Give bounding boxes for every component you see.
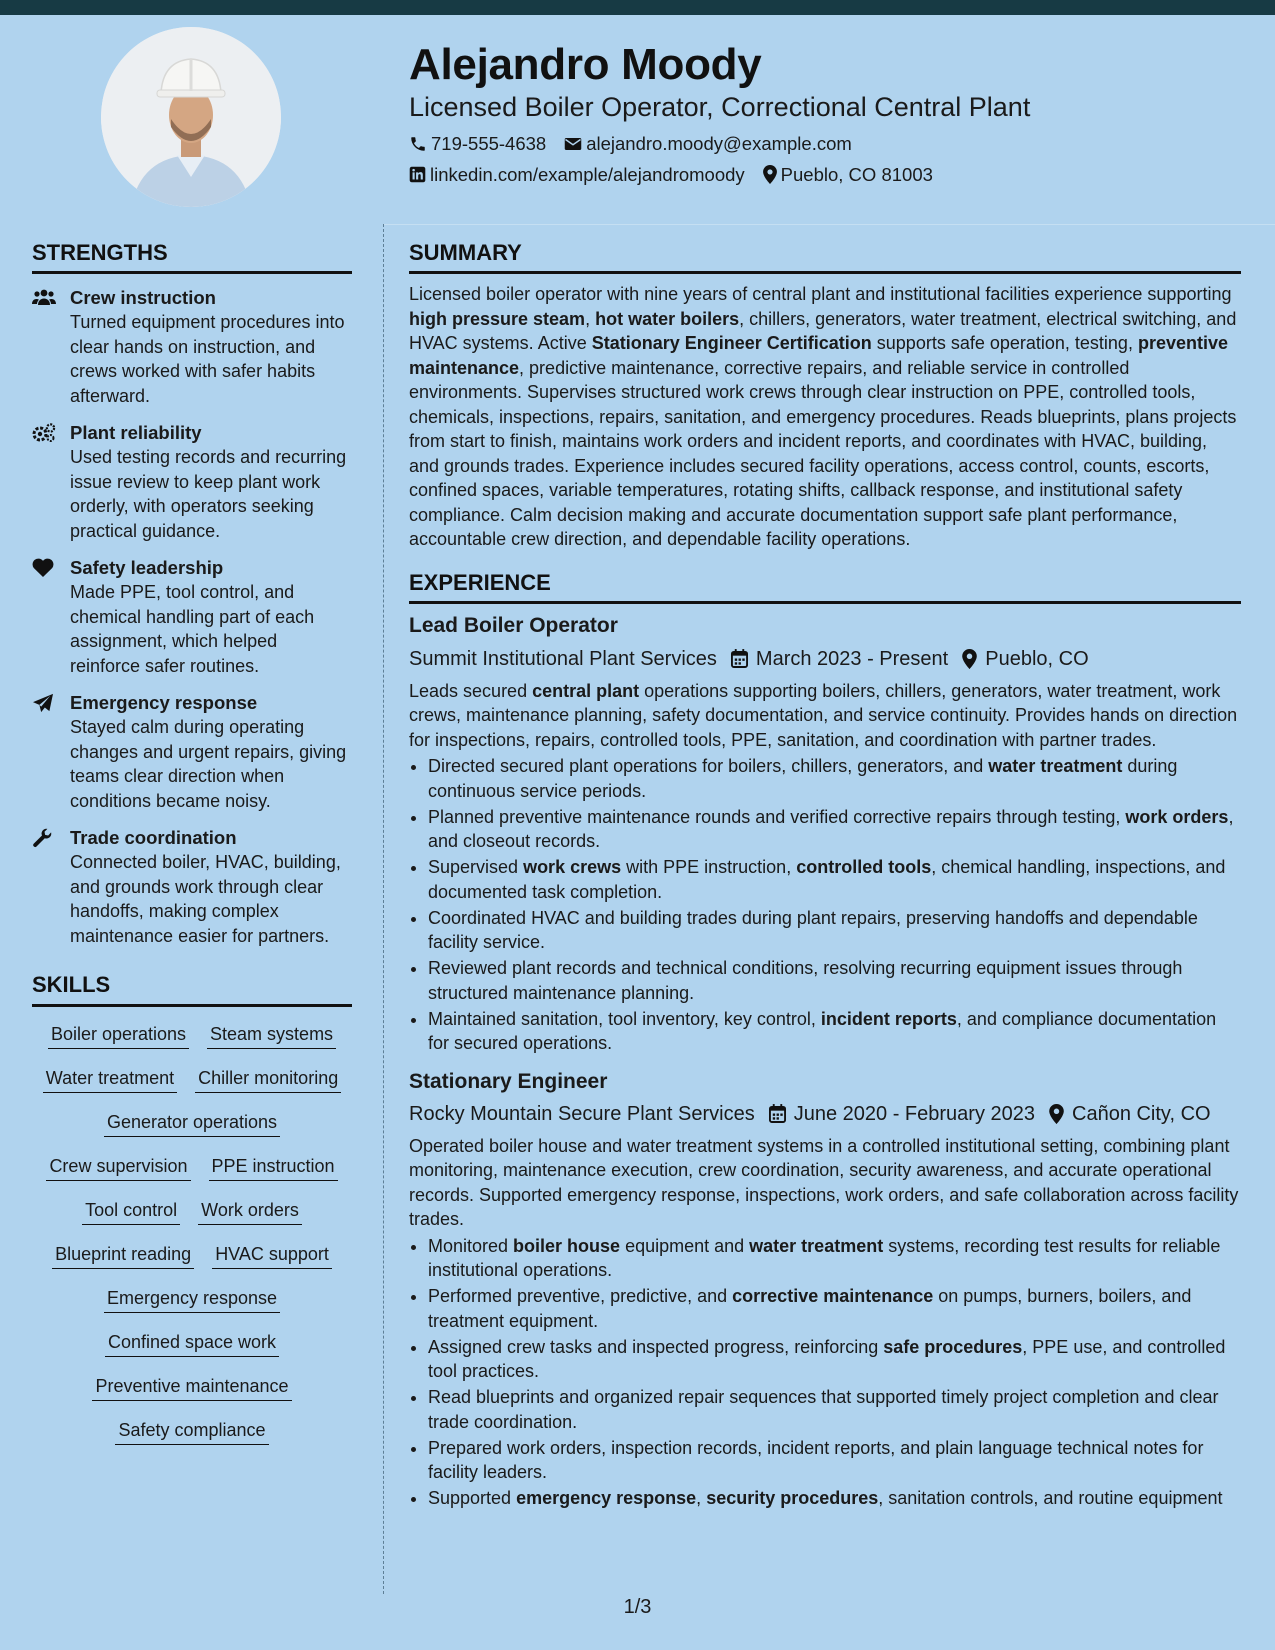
job-dates-item	[731, 646, 948, 672]
strength-title: Safety leadership	[70, 557, 224, 579]
strength-item	[32, 556, 352, 678]
phone-item	[409, 132, 546, 156]
bold-keyword: boiler house	[513, 1235, 621, 1256]
map-pin-icon	[1049, 1104, 1064, 1124]
location-text: Pueblo, CO 81003	[780, 163, 933, 185]
job-bullet: • Supported emergency response, security procedures, sanitation controls, and routine equipment	[428, 1486, 1241, 1511]
column-divider	[383, 224, 384, 1594]
strength-title: Plant reliability	[70, 422, 202, 444]
job-description: Operated boiler house and water treatment systems in a controlled institutional setting, combining plant monitoring, maintenance execution, crew coordination, security awareness, and accurate operational records. Supported emergency response, inspections, work orders, and safe collaboration across facility trades.	[409, 1135, 1239, 1230]
strengths-list	[32, 286, 352, 948]
bold-keyword: central plant	[532, 680, 640, 701]
summary-text: Licensed boiler operator with nine years of central plant and institutional facilities experience supporting high pressure steam, hot water boilers, chillers, generators, water treatment, electrical switching, and HVAC systems. Active Stationary Engineer Certification supports safe operation, testing, preventive maintenance, predictive maintenance, corrective repairs, and reliable service in controlled environments. Supervises structured work crews through clear instruction on PPE, controlled tools, chemicals, inspections, repairs, sanitation, and emergency procedures. Reads blueprints, plans projects from start to finish, maintains work orders and incident reports, and coordinates with HVAC, building, and grounds trades. Experience includes secured facility operations, access control, counts, escorts, confined spaces, variable temperatures, rotating shifts, callback response, and institutional safety compliance. Calm decision making and accurate documentation support safe plant performance, accountable crew direction, and dependable facility operations.	[409, 284, 1237, 550]
strength-item	[32, 286, 352, 408]
strength-desc: Turned equipment procedures into clear hands on instruction, and crews worked with safer habits afterward.	[70, 312, 345, 406]
job-dates-item	[769, 1101, 1035, 1127]
job-company: Rocky Mountain Secure Plant Services	[409, 1102, 755, 1125]
bold-keyword: safe procedures	[883, 1336, 1023, 1357]
bold-keyword: emergency response	[516, 1488, 697, 1509]
skill-row	[46, 1155, 337, 1181]
strengths-heading: STRENGTHS	[32, 240, 352, 274]
bold-keyword: preventive maintenance	[409, 333, 1228, 378]
job-location: Cañon City, CO	[1072, 1102, 1211, 1125]
experience-heading: EXPERIENCE	[409, 570, 1241, 604]
strength-desc: Connected boiler, HVAC, building, and grounds work through clear handoffs, making complex maintenance easier for partners.	[70, 852, 341, 946]
resume-header	[409, 40, 1249, 187]
skill-tag: Chiller monitoring	[195, 1067, 341, 1093]
job-bullet: • Directed secured plant operations for boilers, chillers, generators, and water treatment during continuous service periods.	[428, 754, 1241, 803]
skill-tag: Generator operations	[104, 1111, 280, 1137]
strength-item	[32, 826, 352, 948]
bold-keyword: controlled tools	[796, 857, 932, 878]
linkedin-icon	[409, 166, 426, 183]
job-dates: June 2020 - February 2023	[793, 1102, 1035, 1125]
job-bullet: • Maintained sanitation, tool inventory, key control, incident reports, and compliance documentation for secured operations.	[428, 1007, 1241, 1056]
skill-tag: Emergency response	[104, 1287, 280, 1313]
job-bullet: • Read blueprints and organized repair sequences that supported timely project completion and clear trade coordination.	[428, 1385, 1241, 1434]
bold-keyword: work orders	[1125, 806, 1229, 827]
candidate-name: Alejandro Moody	[409, 40, 762, 89]
job-role: Stationary Engineer	[409, 1069, 608, 1093]
skill-tag: Steam systems	[207, 1023, 336, 1049]
bold-keyword: high pressure steam	[409, 308, 586, 329]
skill-tag: Work orders	[198, 1199, 302, 1225]
job-company: Summit Institutional Plant Services	[409, 647, 717, 670]
phone-number: 719-555-4638	[431, 132, 547, 154]
envelope-icon	[564, 136, 582, 152]
skill-row	[92, 1375, 291, 1401]
skill-tag: PPE instruction	[209, 1155, 338, 1181]
calendar-icon	[769, 1104, 786, 1123]
skills-list	[32, 1023, 352, 1463]
skill-row	[104, 1287, 280, 1313]
strength-title: Trade coordination	[70, 827, 237, 849]
bold-keyword: work crews	[523, 857, 622, 878]
job-meta	[409, 646, 1241, 672]
linkedin-item[interactable]	[409, 163, 745, 187]
top-accent-bar	[0, 0, 1275, 15]
strength-title: Crew instruction	[70, 287, 216, 309]
job-bullets	[409, 754, 1241, 1056]
bold-keyword: hot water boilers	[595, 308, 740, 329]
skill-tag: Crew supervision	[46, 1155, 190, 1181]
summary-heading: SUMMARY	[409, 240, 1241, 274]
contact-row-2	[409, 163, 1249, 187]
header-divider	[384, 224, 1275, 225]
skill-row	[104, 1111, 280, 1137]
skill-tag: HVAC support	[212, 1243, 332, 1269]
skill-row	[82, 1199, 302, 1225]
job-location: Pueblo, CO	[985, 647, 1089, 670]
strength-desc: Used testing records and recurring issue review to keep plant work orderly, with operators seeking practical guidance.	[70, 447, 347, 541]
skill-row	[43, 1067, 341, 1093]
email-item[interactable]	[564, 132, 852, 156]
heart-icon	[32, 558, 54, 577]
map-pin-icon	[962, 649, 977, 669]
strength-item	[32, 421, 352, 543]
job-role: Lead Boiler Operator	[409, 614, 618, 638]
strength-item	[32, 691, 352, 813]
bold-keyword: water treatment	[988, 756, 1123, 777]
skill-tag: Blueprint reading	[52, 1243, 194, 1269]
skill-row	[52, 1243, 332, 1269]
job-bullet: • Supervised work crews with PPE instruction, controlled tools, chemical handling, inspections, and documented task completion.	[428, 855, 1241, 904]
wrench-icon	[32, 828, 53, 849]
candidate-title: Licensed Boiler Operator, Correctional Central Plant	[409, 92, 1031, 123]
job-bullet: • Coordinated HVAC and building trades during plant repairs, preserving handoffs and dependable facility service.	[428, 906, 1241, 955]
bold-keyword: security procedures	[706, 1488, 879, 1509]
job-meta	[409, 1101, 1241, 1127]
skill-tag: Tool control	[82, 1199, 180, 1225]
calendar-icon	[731, 649, 748, 668]
bold-keyword: corrective maintenance	[732, 1286, 934, 1307]
skill-tag: Preventive maintenance	[92, 1375, 291, 1401]
job-bullet: • Monitored boiler house equipment and water treatment systems, recording test results for reliable institutional operations.	[428, 1234, 1241, 1283]
job-bullets	[409, 1234, 1241, 1511]
email-link[interactable]: alejandro.moody@example.com	[586, 132, 852, 154]
strength-desc: Stayed calm during operating changes and urgent repairs, giving teams clear direction when conditions became noisy.	[70, 717, 347, 811]
job-dates: March 2023 - Present	[755, 647, 949, 670]
strength-title: Emergency response	[70, 692, 258, 714]
linkedin-link[interactable]: linkedin.com/example/alejandromoody	[430, 163, 745, 185]
gears-icon	[32, 423, 56, 443]
job-bullet: • Performed preventive, predictive, and corrective maintenance on pumps, burners, boilers, and treatment equipment.	[428, 1284, 1241, 1333]
skill-tag: Confined space work	[105, 1331, 279, 1357]
profile-photo	[101, 27, 281, 207]
bold-keyword: Stationary Engineer Certification	[591, 333, 872, 354]
job-entry	[409, 612, 1241, 1055]
job-bullet: • Prepared work orders, inspection records, incident reports, and plain language technical notes for facility leaders.	[428, 1436, 1241, 1485]
job-location-item	[1049, 1101, 1211, 1127]
job-bullet: • Planned preventive maintenance rounds and verified corrective repairs through testing, work orders, and closeout records.	[428, 805, 1241, 854]
map-pin-icon	[763, 165, 777, 184]
left-column	[32, 240, 352, 1463]
strength-desc: Made PPE, tool control, and chemical handling part of each assignment, which helped reinforce safer routines.	[70, 582, 315, 676]
job-bullet: • Assigned crew tasks and inspected progress, reinforcing safe procedures, PPE use, and controlled tool practices.	[428, 1335, 1241, 1384]
skill-tag: Boiler operations	[48, 1023, 189, 1049]
page-number: 1/3	[623, 1596, 652, 1618]
skill-row	[105, 1331, 279, 1357]
phone-icon	[409, 135, 427, 153]
skill-tag: Water treatment	[43, 1067, 177, 1093]
skill-row	[48, 1023, 336, 1049]
job-entry	[409, 1068, 1241, 1511]
paper-plane-icon	[32, 693, 54, 713]
skills-heading: SKILLS	[32, 972, 352, 1006]
job-location-item	[962, 646, 1088, 672]
location-item	[763, 163, 933, 187]
job-description: Leads secured central plant operations supporting boilers, chillers, generators, water treatment, work crews, maintenance planning, safety documentation, and service continuity. Provides hands on direction for inspections, repairs, controlled tools, PPE, sanitation, and coordination with partner trades.	[409, 680, 1238, 750]
right-column	[409, 240, 1241, 1512]
users-icon	[32, 288, 56, 306]
job-bullet: • Reviewed plant records and technical conditions, resolving recurring equipment issues through structured maintenance planning.	[428, 956, 1241, 1005]
bold-keyword: water treatment	[749, 1235, 884, 1256]
skill-row	[115, 1419, 268, 1445]
skill-tag: Safety compliance	[115, 1419, 268, 1445]
bold-keyword: incident reports	[820, 1008, 957, 1029]
contact-row-1	[409, 132, 1249, 156]
